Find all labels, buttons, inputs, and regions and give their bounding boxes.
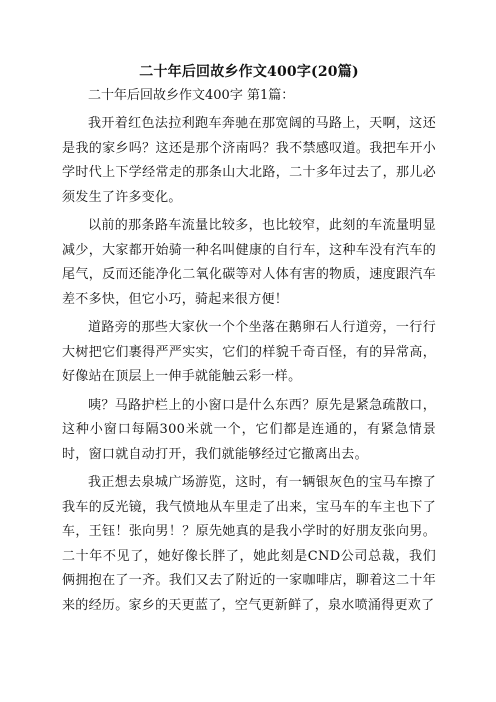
paragraph-2: 以前的那条路车流量比较多，也比较窄，此刻的车流量明显减少，大家都开始骑一种名叫健康的自行车，这种车没有汽车的尾气，反而还能净化二氧化碳等对人体有害的物质，速度跟汽车差不多快，但它小巧，骑起来很方便！ [62, 218, 436, 307]
document-page [62, 62, 436, 622]
document-title: 二十年后回故乡作文400字(20篇) [139, 64, 359, 80]
paragraph-4: 咦？马路护栏上的小窗口是什么东西？原先是紧急疏散口，这种小窗口每隔300米就一个，它们都是连通的，有紧急情景时，窗口就自动打开，我们就能够经过它撤离出去。 [62, 397, 436, 462]
paragraph-1: 我开着红色法拉利跑车奔驰在那宽阔的马路上，天啊，这还是我的家乡吗？这还是那个济南吗？我不禁感叹道。我把车开小学时代上下学经常走的那条山大北路，二十多年过去了，那儿必须发生了许多变化。 [62, 116, 436, 205]
section-heading: 二十年后回故乡作文400字 第1篇： [88, 88, 295, 103]
paragraph-3: 道路旁的那些大家伙一个个坐落在鹅卵石人行道旁，一行行大树把它们裹得严严实实，它们的样貌千奇百怪，有的异常高，好像站在顶层上一伸手就能触云彩一样。 [62, 320, 436, 384]
paragraph-5: 我正想去泉城广场游览，这时，有一辆银灰色的宝马车擦了我车的反光镜，我气愤地从车里走了出来，宝马车的车主也下了车，王钰！张向男！？原先她真的是我小学时的好朋友张向男。二十年不见了，她好像长胖了，她此刻是CND公司总裁，我们俩拥抱在了一齐。我们又去了附近的一家咖啡店，聊着这二十年来的经历。家乡的天更蓝了，空气更新鲜了，泉水喷涌得更欢了 [62, 475, 436, 613]
